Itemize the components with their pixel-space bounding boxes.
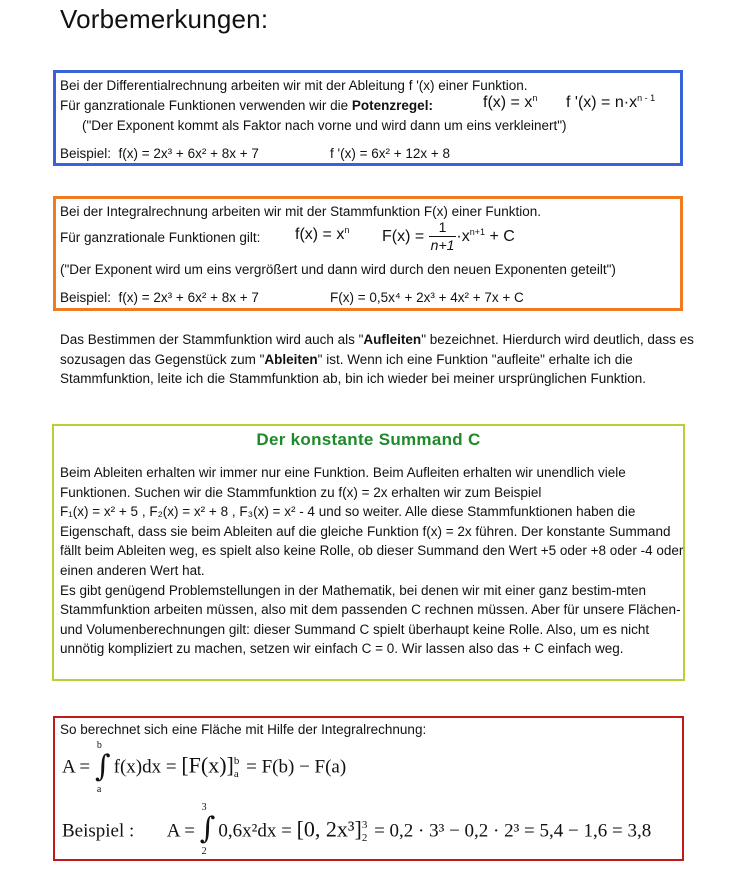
paragraph-text-2: " bezeichnet. Hierdurch wird deutlich, dass es sozusagen das Gegenstück zum " — [60, 332, 694, 367]
power-rule-fprime-exp: n - 1 — [637, 93, 656, 103]
power-rule-explanation: ("Der Exponent kommt als Faktor nach vorne und wird dann um eins verkleinert") — [82, 118, 567, 133]
example-bracket-upper: 3 — [361, 819, 368, 831]
bracket-upper: b — [233, 755, 240, 767]
power-rule-label: Potenzregel: — [351, 98, 433, 113]
area-intro: So berechnet sich eine Fläche mit Hilfe der Integralrechnung: — [60, 722, 427, 737]
integral-example-label: Beispiel: — [60, 290, 112, 305]
integral-rule-fraction — [429, 219, 457, 254]
integral-example-fx: f(x) = 2x³ + 6x² + 8x + 7 — [118, 290, 259, 305]
page-title: Vorbemerkungen: — [60, 4, 269, 34]
example-integral-sign: 3 ∫ 2 — [199, 802, 216, 857]
area-formula-rhs: = F(b) − F(a) — [246, 756, 347, 778]
integral-rule-F-left: F(x) = — [382, 228, 425, 245]
area-formula-integrand: f(x)dx = — [113, 756, 177, 778]
constant-summand-text-2: und so weiter. Alle diese Stammfunktionen haben die Eigenschaft, dass sie beim Ableiten auf die gleiche Funktion f(x) = 2x führen. Der konstante Summand fällt beim Ableiten weg, es spielt also keine Rolle, ob dieser Summand den Wert +5 oder +8 oder -4 oder einen anderen Wert hat. — [60, 504, 684, 578]
power-rule-fprime — [566, 94, 655, 112]
area-example-integrand: 0,6x²dx = — [218, 820, 292, 842]
integral-rule-fx-base: f(x) = x — [295, 226, 345, 243]
integral-example — [60, 289, 259, 307]
integral-rule-explanation: ("Der Exponent wird um eins vergrößert und dann wird durch den neuen Exponenten geteilt") — [60, 262, 616, 277]
fraction-numerator: 1 — [429, 219, 457, 237]
integral-sign: b ∫ a — [94, 740, 111, 795]
integral-rule-text: Für ganzrationale Funktionen gilt: — [60, 230, 261, 245]
constant-summand-text-1: Beim Ableiten erhalten wir immer nur eine Funktion. Beim Aufleiten erhalten wir unendlich viele Funktionen. Suchen wir die Stammfunktion zu f(x) = 2x erhalten wir zum Beispiel — [60, 465, 626, 500]
integral-rule-fx-exp: n — [344, 225, 350, 235]
power-rule-fx — [483, 94, 537, 112]
bracket-lower: a — [233, 768, 239, 780]
paragraph-text-3: " ist. Wenn ich eine Funktion "aufleite" erhalte ich die Stammfunktion, leite ich die Stammfunktion ab, bin ich wieder bei meiner ursprünglichen Funktion. — [60, 351, 647, 386]
paragraph-bold-ableiten: Ableiten — [264, 351, 318, 367]
integral-intro: Bei der Integralrechnung arbeiten wir mit der Stammfunktion F(x) einer Funktion. — [60, 204, 541, 219]
integral-lower-limit: a — [96, 784, 102, 795]
power-rule-line — [60, 97, 433, 115]
area-example-bracket: [0, 2x³] — [296, 816, 362, 842]
area-formula — [62, 742, 346, 794]
integral-rule-fx — [295, 226, 349, 244]
integral-rule-F-constant: + C — [485, 228, 515, 245]
integral-rule-F — [382, 218, 515, 256]
example-upper-limit: 3 — [201, 802, 207, 813]
power-rule-fx-exp: n — [532, 93, 538, 103]
example-lower-limit: 2 — [201, 846, 207, 857]
constant-summand-text-3: Es gibt genügend Problemstellungen in der Mathematik, bei denen wir mit einer ganz bestim-mten Stammfunktion arbeiten müssen, also mit dem passenden C rechnen müssen. Aber für unsere Flächen- und Volumenberechnungen gilt: dieser Summand C spielt überhaupt keine Rolle. Also, um es nicht unnötig kompliziert zu machen, setzen wir einfach C = 0. Wir lassen also das + C einfach weg. — [60, 582, 681, 657]
derivative-example-result: f '(x) = 6x² + 12x + 8 — [330, 146, 451, 161]
derivative-example — [60, 145, 259, 163]
area-example-label: Beispiel : — [62, 820, 135, 842]
example-bracket-lower: 2 — [361, 832, 368, 844]
paragraph-bold-aufleiten: Aufleiten — [363, 332, 422, 347]
constant-summand-examples: F₁(x) = x² + 5 , F₂(x) = x² + 8 , F₃(x) = x² - 4 — [60, 504, 315, 520]
area-example — [62, 802, 652, 858]
derivative-intro: Bei der Differentialrechnung arbeiten wir mit der Ableitung f '(x) einer Funktion. — [60, 78, 528, 93]
derivative-example-label: Beispiel: — [60, 146, 112, 161]
fraction-denominator: n+1 — [430, 237, 455, 254]
power-rule-fx-base: f(x) = x — [483, 94, 533, 111]
area-example-rhs: = 0,2 · 3³ − 0,2 · 2³ = 5,4 − 1,6 = 3,8 — [374, 820, 652, 842]
integral-rule-F-exp: n+1 — [469, 227, 486, 237]
integral-rule-F-power: ·x — [456, 228, 470, 245]
aufleiten-paragraph — [60, 330, 720, 389]
paragraph-text-1: Das Bestimmen der Stammfunktion wird auch als " — [60, 332, 364, 347]
integral-upper-limit: b — [96, 740, 102, 751]
power-rule-fprime-base: f '(x) = n·x — [566, 94, 638, 111]
constant-summand-body — [60, 463, 690, 659]
area-formula-bracket: [F(x)] — [181, 752, 234, 778]
area-example-lhs: A = — [166, 820, 195, 842]
integral-example-result: F(x) = 0,5x⁴ + 2x³ + 4x² + 7x + C — [330, 290, 524, 305]
constant-summand-heading: Der konstante Summand C — [256, 430, 481, 449]
area-formula-lhs: A = — [62, 756, 91, 778]
power-rule-text: Für ganzrationale Funktionen verwenden wir die — [60, 98, 352, 113]
derivative-example-fx: f(x) = 2x³ + 6x² + 8x + 7 — [118, 146, 259, 161]
